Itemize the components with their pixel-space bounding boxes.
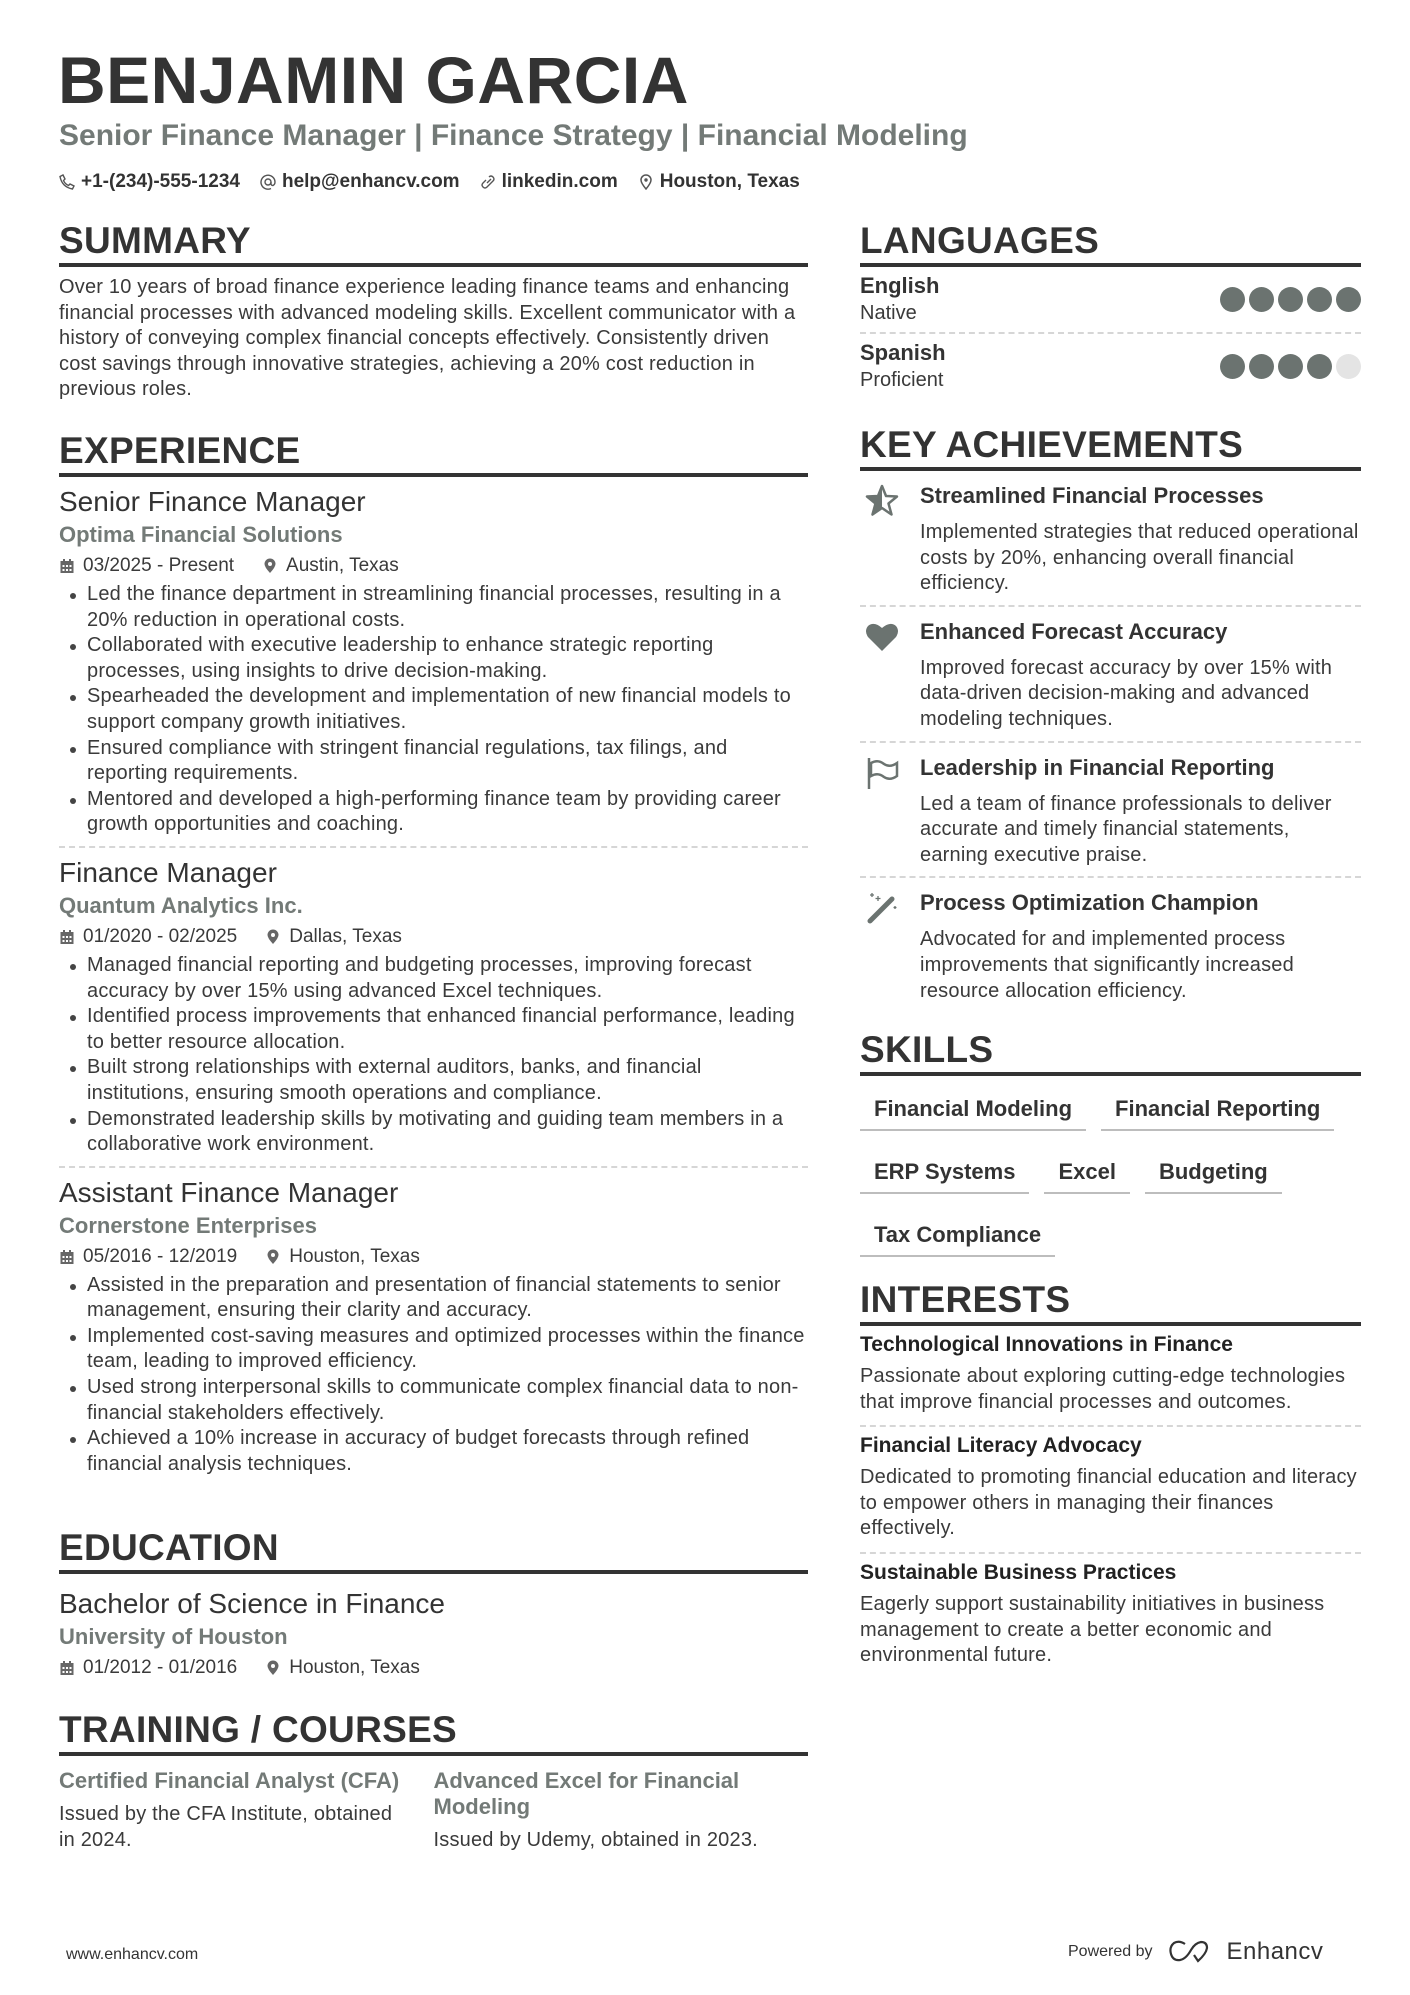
phone-icon	[59, 174, 75, 190]
interest-desc: Dedicated to promoting financial education and literacy to empower others in managing their finances effectively.	[860, 1466, 1357, 1540]
achievement-item	[860, 607, 1361, 743]
bullet-item: Led the finance department in streamlining financial processes, resulting in a 20% reduction in operational costs.	[59, 582, 808, 633]
contact-link[interactable]	[480, 168, 618, 196]
interest-item	[860, 1326, 1361, 1427]
interest-desc: Eagerly support sustainability initiatives in business management to create a better economic and environmental future.	[860, 1592, 1325, 1667]
calendar-icon	[59, 1660, 75, 1676]
education-dates: 01/2012 - 01/2016	[83, 1657, 238, 1678]
skills-section	[860, 1030, 1361, 1257]
enhancv-logo-icon	[1167, 1939, 1213, 1965]
job-meta	[59, 921, 808, 953]
rating-dot	[1307, 354, 1332, 379]
education-section	[59, 1528, 808, 1684]
achievements-section	[860, 425, 1361, 1012]
job-entry	[59, 477, 808, 848]
education-location: Houston, Texas	[289, 1657, 420, 1678]
section-heading: SKILLS	[860, 1030, 1361, 1076]
contact-email[interactable]	[260, 168, 460, 196]
job-bullets	[59, 953, 808, 1158]
calendar-icon	[59, 1249, 75, 1265]
rating-dot	[1278, 287, 1303, 312]
course-desc: Issued by the CFA Institute, obtained in 2024.	[59, 1803, 393, 1851]
experience-section	[59, 431, 808, 1485]
section-heading: EXPERIENCE	[59, 431, 808, 477]
contact-phone	[59, 168, 240, 196]
link-text: linkedin.com	[501, 171, 618, 192]
interest-title: Financial Literacy Advocacy	[860, 1434, 1142, 1458]
achievement-title: Streamlined Financial Processes	[920, 483, 1264, 508]
bullet-item: Managed financial reporting and budgeting processes, improving forecast accuracy by over 15% using advanced Excel techniques.	[59, 953, 808, 1004]
skill-tag: Financial Modeling	[860, 1090, 1086, 1131]
course-desc: Issued by Udemy, obtained in 2023.	[433, 1829, 758, 1851]
bullet-item: Identified process improvements that enhanced financial performance, leading to better resource allocation.	[59, 1004, 808, 1055]
course-item	[434, 1768, 809, 1854]
achievement-title: Enhanced Forecast Accuracy	[920, 618, 1228, 644]
magic-wand-icon	[864, 890, 900, 926]
job-dates: 05/2016 - 12/2019	[83, 1245, 238, 1267]
education-meta	[59, 1652, 808, 1684]
rating-dot	[1220, 354, 1245, 379]
calendar-icon	[59, 929, 75, 945]
location-pin-icon	[265, 929, 281, 945]
heart-icon	[864, 619, 900, 655]
section-heading: LANGUAGES	[860, 221, 1361, 267]
brand-name: Enhancv	[1226, 1938, 1324, 1965]
job-entry	[59, 1168, 808, 1486]
footer-powered	[1068, 1938, 1323, 1966]
section-heading: INTERESTS	[860, 1280, 1361, 1326]
job-location: Austin, Texas	[286, 555, 399, 576]
school: University of Houston	[59, 1624, 288, 1649]
section-heading: EDUCATION	[59, 1528, 808, 1574]
job-meta	[59, 550, 808, 582]
flag-icon	[864, 755, 900, 791]
language-level: Native	[860, 302, 917, 324]
language-name: Spanish	[860, 340, 946, 365]
rating-dot	[1336, 287, 1361, 312]
bullet-item: Used strong interpersonal skills to communicate complex financial data to non-financial stakeholders effectively.	[59, 1375, 808, 1426]
bullet-item: Ensured compliance with stringent financial regulations, tax filings, and reporting requirements.	[59, 736, 808, 787]
interest-desc: Passionate about exploring cutting-edge technologies that improve financial processes and outcomes.	[860, 1365, 1346, 1413]
summary-text: Over 10 years of broad finance experience leading finance teams and enhancing financial processes with advanced modeling skills. Excellent communicator with a history of conveying complex financial concepts effectively. Consistently driven cost savings through innovative strategies, achieving a 20% cost reduction in previous roles.	[59, 276, 796, 401]
job-dates: 01/2020 - 02/2025	[83, 925, 238, 947]
bullet-item: Demonstrated leadership skills by motivating and guiding team members in a collaborative work environment.	[59, 1107, 808, 1158]
bullet-item: Implemented cost-saving measures and optimized processes within the finance team, leading to improved efficiency.	[59, 1324, 808, 1375]
section-heading: KEY ACHIEVEMENTS	[860, 425, 1361, 471]
location-text: Houston, Texas	[659, 171, 800, 192]
job-meta	[59, 1241, 808, 1273]
bullet-item: Assisted in the preparation and presentation of financial statements to senior management, ensuring their clarity and accuracy.	[59, 1273, 808, 1324]
contact-location	[638, 168, 800, 196]
location-pin-icon	[265, 1249, 281, 1265]
language-name: English	[860, 273, 940, 298]
interest-title: Technological Innovations in Finance	[860, 1333, 1233, 1356]
achievement-title: Leadership in Financial Reporting	[920, 754, 1275, 780]
at-icon	[260, 174, 276, 190]
candidate-title: Senior Finance Manager | Finance Strategy | Financial Modeling	[59, 119, 968, 152]
rating-dot	[1307, 287, 1332, 312]
interest-item	[860, 1427, 1361, 1554]
section-heading: SUMMARY	[59, 221, 808, 267]
language-level: Proficient	[860, 369, 944, 391]
skill-tag: ERP Systems	[860, 1153, 1029, 1194]
phone-text: +1-(234)-555-1234	[81, 171, 240, 192]
link-icon	[480, 174, 496, 190]
summary-section	[59, 221, 808, 403]
rating-dot	[1336, 354, 1361, 379]
powered-by-text: Powered by	[1068, 1943, 1153, 1960]
company-name: Cornerstone Enterprises	[59, 1212, 317, 1238]
skill-tag: Tax Compliance	[860, 1216, 1055, 1257]
language-rating	[1220, 354, 1361, 379]
skill-tag: Excel	[1044, 1153, 1130, 1194]
achievement-desc: Led a team of finance professionals to deliver accurate and timely financial statements, earning executive praise.	[920, 792, 1332, 866]
degree: Bachelor of Science in Finance	[59, 1588, 445, 1619]
bullet-item: Mentored and developed a high-performing finance team by providing career growth opportunities and coaching.	[59, 787, 808, 838]
rating-dot	[1249, 287, 1274, 312]
job-location: Dallas, Texas	[289, 925, 402, 947]
language-item	[860, 334, 1361, 399]
achievement-desc: Improved forecast accuracy by over 15% with data-driven decision-making and advanced modeling techniques.	[920, 656, 1333, 730]
rating-dot	[1249, 354, 1274, 379]
course-title: Certified Financial Analyst (CFA)	[59, 1768, 400, 1793]
job-entry	[59, 848, 808, 1168]
email-text: help@enhancv.com	[281, 171, 460, 192]
language-item	[860, 267, 1361, 334]
job-title: Finance Manager	[59, 856, 277, 888]
company-name: Quantum Analytics Inc.	[59, 892, 303, 918]
job-bullets	[59, 582, 808, 838]
course-title: Advanced Excel for Financial Modeling	[433, 1768, 740, 1819]
training-section	[59, 1710, 808, 1854]
location-pin-icon	[638, 174, 654, 190]
skill-tag: Financial Reporting	[1101, 1090, 1334, 1131]
languages-section	[860, 221, 1361, 399]
company-name: Optima Financial Solutions	[59, 522, 343, 547]
achievement-title: Process Optimization Champion	[920, 890, 1259, 916]
job-location: Houston, Texas	[289, 1245, 420, 1267]
achievement-item	[860, 743, 1361, 879]
achievement-desc: Implemented strategies that reduced operational costs by 20%, enhancing overall financial efficiency.	[920, 521, 1359, 595]
job-dates: 03/2025 - Present	[83, 555, 235, 576]
interest-title: Sustainable Business Practices	[860, 1560, 1177, 1584]
bullet-item: Collaborated with executive leadership to enhance strategic reporting processes, using insights to drive decision-making.	[59, 633, 808, 684]
rating-dot	[1278, 354, 1303, 379]
language-rating	[1220, 287, 1361, 312]
achievement-item	[860, 471, 1361, 607]
calendar-icon	[59, 558, 75, 574]
location-pin-icon	[262, 558, 278, 574]
skill-tag: Budgeting	[1145, 1153, 1282, 1194]
footer-website[interactable]: www.enhancv.com	[66, 1946, 199, 1963]
contact-bar	[59, 168, 800, 196]
rating-dot	[1220, 287, 1245, 312]
location-pin-icon	[265, 1660, 281, 1676]
candidate-name: BENJAMIN GARCIA	[58, 43, 689, 117]
job-title: Assistant Finance Manager	[59, 1176, 399, 1208]
course-item	[59, 1768, 434, 1854]
achievement-desc: Advocated for and implemented process improvements that significantly increased resource allocation efficiency.	[920, 928, 1294, 1002]
achievement-item	[860, 878, 1361, 1012]
section-heading: TRAINING / COURSES	[59, 1710, 808, 1756]
bullet-item: Spearheaded the development and implementation of new financial models to support company growth initiatives.	[59, 684, 808, 735]
interests-section	[860, 1280, 1361, 1679]
interest-item	[860, 1554, 1361, 1679]
job-title: Senior Finance Manager	[59, 486, 366, 517]
bullet-item: Achieved a 10% increase in accuracy of budget forecasts through refined financial analysis techniques.	[59, 1426, 808, 1477]
star-icon	[864, 483, 900, 519]
job-bullets	[59, 1273, 808, 1478]
bullet-item: Built strong relationships with external auditors, banks, and financial institutions, ensuring smooth operations and compliance.	[59, 1055, 808, 1106]
